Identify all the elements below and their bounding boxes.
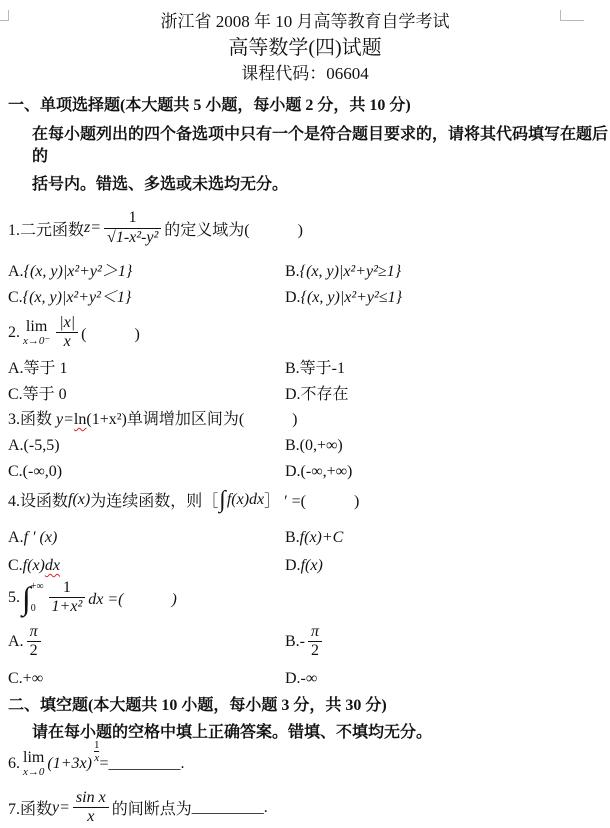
lim-operator: lim [25, 317, 48, 335]
q5-options-row2 [0, 668, 610, 689]
q1-options-row1 [0, 261, 610, 282]
option-formula: {(x, y)|x²+y²≤1} [300, 289, 402, 306]
q4-option-d [285, 555, 323, 576]
option-formula: f(x) [300, 556, 323, 574]
option-label: A. [8, 633, 24, 651]
q6-expression: (1+3x) [47, 754, 92, 772]
q3-option-b: B.(0,+∞) [285, 436, 343, 454]
radical-sign: √ [107, 228, 116, 246]
q5-option-b [285, 622, 325, 662]
question-6 [0, 739, 610, 784]
exam-subtitle: 高等数学(四)试题 [228, 37, 382, 59]
q4-option-b [285, 527, 343, 548]
q7-blank-line: _________. [191, 798, 268, 816]
q1-fraction-numerator: 1 [128, 209, 137, 227]
option-formula: f(x)+C [299, 528, 344, 546]
q7-variable: y= [52, 798, 70, 816]
pi-numerator: π [311, 622, 320, 640]
q3-option-d: D.(-∞,+∞) [285, 462, 353, 480]
q5-integral-limits [31, 582, 44, 614]
q5-fraction-denominator: 1+x² [49, 597, 86, 616]
q3-options-row2 [0, 461, 610, 482]
pi-numerator: π [29, 622, 38, 640]
q6-limit [23, 750, 44, 778]
q6-exponent-fraction [94, 739, 100, 764]
q5-upper-limit: +∞ [30, 580, 44, 592]
q4-options-row2 [0, 555, 610, 576]
q2-option-c: C.等于 0 [8, 385, 67, 403]
option-label: B. [285, 528, 300, 546]
q2-options-row1 [0, 358, 610, 379]
q2-fraction-numerator: |x| [59, 314, 76, 331]
section1-heading: 一、单项选择题(本大题共 5 小题，每小题 2 分，共 10 分) [8, 97, 411, 114]
q1-variable: z= [84, 219, 102, 236]
q7-fraction-numerator: sin x [75, 788, 106, 806]
q1-option-a [8, 261, 285, 282]
lim-operator: lim [23, 748, 45, 766]
question-4 [0, 485, 610, 515]
option-label: D. [285, 556, 301, 574]
q1-fraction-denominator [104, 228, 161, 247]
question-3 [0, 409, 610, 431]
q5-option-c: C.+∞ [8, 669, 44, 687]
q3-ln-spellcheck: ln [73, 410, 87, 428]
q7-fraction [73, 789, 109, 827]
q4-integrand: f(x)dx [226, 490, 265, 508]
q1-radicand: 1-x²-y² [115, 228, 159, 246]
option-formula: {(x, y)|x²+y²≥1} [299, 263, 402, 280]
exponent-numerator: 1 [93, 739, 100, 752]
q1-lead: 1.二元函数 [8, 221, 85, 239]
q5-fraction-numerator: 1 [62, 578, 71, 596]
option-formula: f ′ (x) [23, 528, 58, 546]
q6-lead: 6. [8, 754, 20, 772]
exam-title: 浙江省 2008 年 10 月高等教育自学考试 [160, 12, 450, 31]
option-label: B.- [285, 633, 305, 651]
q3-variable: y= [56, 410, 74, 428]
table-corner-mark-left [0, 10, 9, 21]
lim-subscript: x→0⁻ [23, 334, 51, 347]
q1-tail: 的定义域为( ) [164, 221, 303, 239]
q4-options-row1 [0, 527, 610, 548]
option-formula: {(x, y)|x²+y²＜1} [22, 289, 132, 306]
q6-equals: = [99, 754, 109, 772]
q3-options-row1 [0, 435, 610, 456]
option-formula: f(x) [22, 556, 45, 574]
course-code: 课程代码：06604 [241, 64, 369, 83]
q4-lead: 4.设函数 [8, 493, 69, 511]
q5-lead: 5. [8, 588, 20, 606]
section1-instruction-line2: 括号内。错选、多选或未选均无分。 [32, 176, 289, 193]
q2-fraction [56, 314, 78, 352]
q4-tail: ］ ′ =( ) [264, 493, 360, 511]
option-label: B. [285, 263, 300, 280]
integral-sign: ∫ [219, 486, 226, 513]
q3-lead: 3.函数 [8, 410, 57, 428]
q5-option-d: D.-∞ [285, 669, 318, 687]
q4-option-c [8, 555, 285, 576]
q5-option-a-fraction [27, 623, 41, 661]
question-1 [0, 202, 610, 254]
option-label: A. [8, 263, 24, 280]
q1-option-d [285, 287, 402, 308]
question-2 [0, 314, 610, 352]
q5-fraction [49, 579, 86, 617]
q5-option-b-fraction [308, 623, 322, 661]
integral-sign: ∫ [22, 579, 31, 616]
option-label: A. [8, 528, 24, 546]
section1-instruction-line1: 在每小题列出的四个备选项中只有一个是符合题目要求的，请将其代码填写在题后的 [32, 126, 609, 165]
q2-lead: 2. [8, 323, 20, 341]
q2-option-b: B.等于-1 [285, 359, 346, 377]
q7-tail: 的间断点为 [111, 801, 192, 819]
q3-option-c: C.(-∞,0) [8, 462, 63, 480]
q4-mid: 为连续函数，则［ [90, 493, 219, 511]
q5-options-row1 [0, 622, 610, 662]
option-label: C. [8, 289, 23, 306]
q4-dx-spellcheck: dx [44, 556, 60, 574]
table-corner-mark-right [560, 10, 584, 21]
q2-tail: ( ) [81, 326, 140, 344]
q2-fraction-denominator: x [56, 332, 78, 351]
q2-limit [23, 319, 50, 347]
q4-fx: f(x) [68, 490, 91, 508]
q4-option-a [8, 527, 285, 548]
q2-options-row2 [0, 384, 610, 405]
q2-option-a: A.等于 1 [8, 359, 68, 377]
q1-option-b [285, 261, 401, 282]
option-formula: {(x, y)|x²+y²＞1} [23, 263, 133, 280]
q7-lead: 7.函数 [8, 801, 53, 819]
q6-blank-line: _________. [108, 754, 185, 772]
question-5 [0, 578, 610, 618]
exponent-denominator: x [94, 752, 100, 765]
q2-option-d: D.不存在 [285, 385, 349, 403]
q5-lower-limit: 0 [30, 602, 36, 614]
q1-option-c [8, 287, 285, 308]
section2-heading: 二、填空题(本大题共 10 小题，每小题 3 分，共 30 分) [8, 696, 387, 714]
option-label: D. [285, 289, 301, 306]
q5-tail: dx =( ) [88, 591, 177, 609]
section2-instruction: 请在每小题的空格中填上正确答案。错填、不填均无分。 [32, 723, 433, 741]
question-7 [0, 788, 610, 828]
option-label: C. [8, 556, 23, 574]
q1-options-row2 [0, 287, 610, 308]
denominator: 2 [308, 641, 322, 660]
q3-rest: (1+x²)单调增加区间为( ) [86, 410, 298, 428]
q5-option-a [8, 622, 285, 662]
denominator: 2 [27, 641, 41, 660]
q1-fraction [104, 209, 161, 247]
lim-subscript: x→0 [23, 765, 45, 778]
q3-option-a: A.(-5,5) [8, 436, 60, 454]
q7-fraction-denominator: x [73, 807, 109, 826]
